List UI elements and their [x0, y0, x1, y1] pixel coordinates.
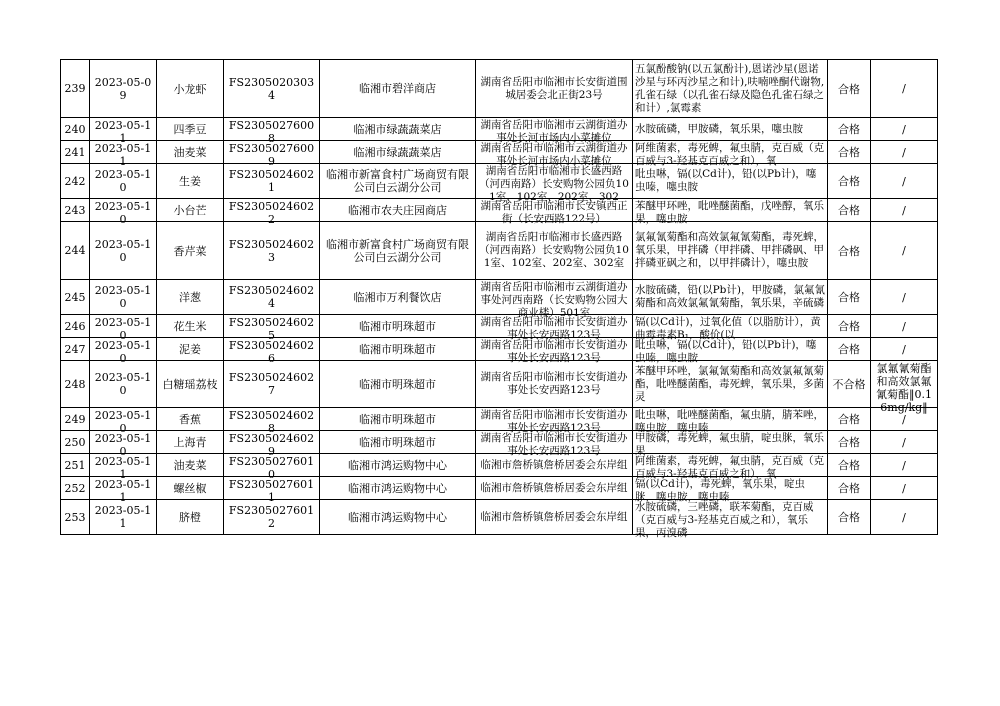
sampling-date: 2023-05-11 [94, 477, 152, 504]
food-name: 生姜 [179, 175, 201, 188]
food-name-cell [157, 454, 224, 477]
sample-code: FS23050276012 [228, 504, 315, 530]
unqualified-items: / [902, 244, 906, 257]
unqualified-items: / [902, 412, 906, 426]
sample-code-cell [224, 164, 320, 199]
unqualified-items: / [902, 145, 906, 159]
seller-name: 临湘市新富食村广场商贸有限公司白云湖分公司 [326, 237, 469, 264]
seller-name: 临湘市绿蔬蔬菜店 [353, 122, 442, 136]
sample-code: FS23050276011 [228, 477, 315, 504]
sampling-date-cell [90, 222, 157, 280]
seller-name: 临湘市鸿运购物中心 [348, 458, 447, 472]
test-result: 不合格 [832, 378, 866, 391]
seller-name-cell [320, 454, 476, 477]
seller-address: 湖南省岳阳市临湘市云湖街道办事处长河市场内小菜摊位 [480, 141, 628, 167]
seller-name-cell [320, 361, 476, 408]
test-items-cell [633, 164, 828, 199]
sampling-date: 2023-05-10 [94, 371, 152, 397]
unqualified-items-cell [871, 500, 938, 535]
seller-address-cell [476, 408, 633, 434]
sampling-date-cell [90, 164, 157, 199]
table-row [61, 338, 938, 361]
food-name: 小台芒 [173, 204, 207, 217]
test-result-cell [828, 361, 871, 408]
test-result: 合格 [838, 146, 860, 159]
food-name: 螺丝椒 [173, 482, 207, 495]
test-result: 合格 [838, 204, 860, 217]
sampling-date: 2023-05-11 [94, 118, 152, 145]
seller-name-cell [320, 338, 476, 361]
seller-name: 临湘市明珠超市 [359, 319, 436, 333]
test-items-cell [633, 315, 828, 341]
sampling-date: 2023-05-11 [94, 141, 152, 168]
unqualified-items: / [902, 122, 906, 136]
seller-name: 临湘市明珠超市 [359, 435, 436, 449]
sampling-date-cell [90, 60, 157, 118]
seller-name: 临湘市明珠超市 [359, 342, 436, 356]
food-name: 花生米 [173, 320, 207, 333]
row-number-cell [61, 408, 90, 431]
test-result-cell [828, 222, 871, 280]
test-items: 水胺硫磷，甲胺磷，氧乐果，噻虫胺 [635, 122, 803, 135]
row-number-cell [61, 141, 90, 164]
sampling-date: 2023-05-10 [94, 168, 152, 194]
row-number: 250 [64, 435, 86, 449]
row-number: 246 [64, 319, 86, 333]
unqualified-items-cell [871, 164, 938, 199]
seller-address-cell [476, 338, 633, 364]
table-row [61, 431, 938, 454]
food-name: 四季豆 [173, 123, 207, 136]
unqualified-items-cell [871, 361, 938, 414]
sample-code: FS23050246027 [228, 371, 315, 397]
test-items: 吡虫啉，吡唑醚菌酯，氟虫腈，腈苯唑，噻虫胺，噻虫嗪 [635, 408, 824, 434]
test-result-cell [828, 338, 871, 361]
test-result: 合格 [838, 175, 860, 188]
test-items-cell [633, 222, 828, 280]
row-number-cell [61, 338, 90, 361]
food-name-cell [157, 361, 224, 408]
row-number: 249 [64, 412, 86, 426]
seller-address-cell [476, 361, 633, 408]
test-result: 合格 [838, 511, 860, 524]
test-result-cell [828, 141, 871, 164]
unqualified-items-cell [871, 118, 938, 141]
test-items: 五氯酚酸钠(以五氯酚计),恩诺沙星(恩诺沙星与环丙沙星之和计),呋喃唑酮代谢物,孔雀石绿（以孔雀石绿及隐色孔雀石绿之和计）,氯霉素 [635, 62, 825, 114]
test-items-cell [633, 454, 828, 480]
table-row [61, 315, 938, 338]
test-items: 阿维菌素，毒死蜱，氟虫腈，克百威（克百威与3-羟基克百威之和），氧 [635, 141, 824, 167]
seller-name: 临湘市鸿运购物中心 [348, 510, 447, 524]
food-name-cell [157, 141, 224, 164]
row-number: 244 [64, 244, 86, 257]
table-row [61, 60, 938, 118]
food-name-cell [157, 60, 224, 118]
food-name-cell [157, 338, 224, 361]
sampling-date-cell [90, 500, 157, 535]
seller-address-cell [476, 141, 633, 167]
sample-code: FS23050246022 [228, 199, 315, 226]
sample-code: FS23050246026 [228, 338, 315, 365]
unqualified-items-cell [871, 280, 938, 315]
sampling-date: 2023-05-09 [94, 75, 152, 102]
row-number: 253 [64, 510, 86, 524]
test-items: 镉(以Cd计)，过氧化值（以脂肪计），黄曲霉毒素B₁，酸价(以 [635, 315, 821, 341]
unqualified-items-cell [871, 199, 938, 222]
seller-name-cell [320, 141, 476, 164]
row-number-cell [61, 315, 90, 338]
seller-address-cell [476, 164, 633, 203]
seller-name: 临湘市碧洋商店 [359, 82, 436, 95]
unqualified-items-cell [871, 338, 938, 361]
test-result-cell [828, 315, 871, 338]
food-name-cell [157, 431, 224, 454]
seller-address: 湖南省岳阳市临湘市长安街道办事处长安西路123号 [480, 408, 628, 434]
seller-address-cell [476, 280, 633, 319]
sample-code-cell [224, 338, 320, 365]
unqualified-items: / [902, 435, 906, 449]
seller-address-cell [476, 118, 633, 144]
sample-code: FS23050203034 [228, 75, 315, 102]
food-name: 脐橙 [179, 511, 201, 524]
seller-address: 湖南省岳阳市临湘市云湖街道办事处河西南路（长安购物公园大商业楼）501室 [480, 280, 628, 319]
sampling-date-cell [90, 118, 157, 145]
seller-address: 湖南省岳阳市临湘市长安街道办事处长安西路123号 [480, 338, 628, 364]
sample-code-cell [224, 408, 320, 435]
row-number: 247 [64, 342, 86, 356]
seller-name: 临湘市农夫庄园商店 [348, 203, 447, 217]
sample-code: FS23050246029 [228, 431, 315, 458]
sampling-date-cell [90, 315, 157, 342]
test-result: 合格 [838, 123, 860, 136]
unqualified-items: / [902, 458, 906, 472]
row-number-cell [61, 361, 90, 408]
unqualified-items-cell [871, 477, 938, 500]
food-name: 油麦菜 [173, 459, 207, 472]
food-name: 香蕉 [179, 413, 201, 426]
test-result-cell [828, 477, 871, 500]
unqualified-items: / [902, 174, 906, 188]
row-number: 245 [64, 290, 86, 304]
sample-code: FS23050276009 [228, 141, 315, 168]
sample-code: FS23050276010 [228, 454, 315, 481]
sampling-date: 2023-05-10 [94, 199, 152, 226]
unqualified-items-cell [871, 315, 938, 338]
seller-address-cell [476, 60, 633, 118]
sample-code: FS23050246028 [228, 408, 315, 435]
sampling-date: 2023-05-10 [94, 431, 152, 458]
inspection-results-table [60, 59, 938, 539]
row-number-cell [61, 431, 90, 454]
seller-address-cell [476, 431, 633, 457]
seller-name: 临湘市新富食村广场商贸有限公司白云湖分公司 [326, 168, 469, 194]
test-items: 吡虫啉，镉(以Cd计)，铅(以Pb计)，噻虫嗪，噻虫胺 [635, 168, 817, 193]
sample-code-cell [224, 280, 320, 315]
table-row [61, 454, 938, 477]
seller-name-cell [320, 280, 476, 315]
seller-address-cell [476, 315, 633, 341]
test-result: 合格 [838, 459, 860, 472]
sampling-date: 2023-05-10 [94, 237, 152, 264]
food-name: 上海青 [173, 436, 207, 449]
table-row [61, 477, 938, 500]
food-name-cell [157, 408, 224, 431]
table-row [61, 199, 938, 222]
row-number-cell [61, 454, 90, 477]
sample-code-cell [224, 118, 320, 145]
seller-address: 湖南省岳阳市临湘市长安街道围城居委会北正街23号 [480, 75, 628, 101]
test-result-cell [828, 454, 871, 477]
seller-address-cell [476, 222, 633, 280]
unqualified-items: / [902, 342, 906, 356]
seller-address: 临湘市詹桥镇詹桥居委会东岸组 [480, 458, 628, 471]
seller-name-cell [320, 60, 476, 118]
unqualified-items-cell [871, 141, 938, 164]
table-row [61, 408, 938, 431]
row-number-cell [61, 222, 90, 280]
sampling-date-cell [90, 431, 157, 458]
table-row [61, 361, 938, 408]
row-number-cell [61, 500, 90, 535]
row-number: 248 [64, 377, 86, 391]
sampling-date-cell [90, 454, 157, 481]
seller-name-cell [320, 315, 476, 338]
table-row [61, 500, 938, 535]
food-name: 小龙虾 [173, 82, 207, 96]
seller-address: 湖南省岳阳市临湘市长安街道办事处长安西路123号 [480, 315, 628, 341]
unqualified-items-cell [871, 222, 938, 280]
seller-name: 临湘市鸿运购物中心 [348, 481, 447, 495]
sampling-date: 2023-05-11 [94, 454, 152, 481]
sample-code: FS23050246021 [228, 168, 315, 194]
sampling-date: 2023-05-10 [94, 338, 152, 365]
unqualified-items: / [902, 481, 906, 495]
sample-code: FS23050246024 [228, 284, 315, 310]
sampling-date-cell [90, 199, 157, 226]
sampling-date-cell [90, 361, 157, 408]
sample-code-cell [224, 60, 320, 118]
test-result: 合格 [838, 244, 860, 258]
seller-address: 湖南省岳阳市临湘市长安镇西正街（长安西路122号） [480, 199, 628, 225]
seller-address: 湖南省岳阳市临湘市长安街道办事处长安西路123号 [480, 371, 628, 396]
test-result-cell [828, 408, 871, 431]
table-body [61, 60, 938, 539]
test-items: 水胺硫磷，铅(以Pb计)，甲胺磷，氯氟氰菊酯和高效氯氟氰菊酯，氧乐果，辛硫磷 [635, 284, 825, 309]
seller-name: 临湘市明珠超市 [359, 412, 436, 426]
table-row [61, 164, 938, 199]
test-result-cell [828, 280, 871, 315]
test-result-cell [828, 164, 871, 199]
test-result: 合格 [838, 436, 860, 449]
test-result: 合格 [838, 82, 860, 96]
test-items: 水胺硫磷，三唑磷，联苯菊酯，克百威（克百威与3-羟基克百威之和），氧乐果，丙溴磷 [635, 500, 814, 539]
sample-code-cell [224, 431, 320, 458]
test-result-cell [828, 60, 871, 118]
test-result-cell [828, 431, 871, 454]
seller-address-cell [476, 500, 633, 535]
test-items-cell [633, 118, 828, 141]
unqualified-items: / [902, 290, 906, 304]
row-number: 242 [64, 174, 86, 188]
food-name-cell [157, 164, 224, 199]
seller-address: 湖南省岳阳市临湘市长盛西路（河西南路）长安购物公园负101室、102室、202室、302 [479, 164, 629, 203]
sample-code: FS23050276008 [228, 118, 315, 145]
table-row [61, 222, 938, 280]
row-number-cell [61, 60, 90, 118]
seller-name-cell [320, 431, 476, 454]
food-name: 香芹菜 [173, 244, 207, 258]
test-items: 阿维菌素，毒死蜱，氟虫腈，克百威（克百威与3-羟基克百威之和），氧 [635, 454, 824, 480]
seller-name-cell [320, 477, 476, 500]
row-number: 240 [64, 122, 86, 136]
sampling-date: 2023-05-11 [94, 504, 152, 530]
food-name-cell [157, 222, 224, 280]
sample-code-cell [224, 315, 320, 342]
table-row [61, 280, 938, 315]
test-items-cell [633, 60, 828, 118]
row-number: 252 [64, 481, 86, 495]
food-name-cell [157, 280, 224, 315]
unqualified-items: 氯氟氰菊酯和高效氯氟氰菊酯‖0.16mg/kg‖ [876, 361, 932, 414]
sample-code-cell [224, 222, 320, 280]
seller-name: 临湘市明珠超市 [359, 377, 436, 391]
sample-code-cell [224, 500, 320, 535]
unqualified-items: / [902, 82, 906, 95]
food-name-cell [157, 315, 224, 338]
test-items: 苯醚甲环唑，吡唑醚菌酯，戊唑醇，氧乐果，噻虫胺 [635, 199, 824, 225]
sampling-date: 2023-05-10 [94, 408, 152, 435]
food-name-cell [157, 118, 224, 141]
test-result: 合格 [838, 482, 860, 495]
unqualified-items: / [902, 319, 906, 333]
row-number-cell [61, 164, 90, 199]
seller-name-cell [320, 408, 476, 431]
seller-name-cell [320, 118, 476, 141]
sampling-date: 2023-05-10 [94, 315, 152, 342]
sample-code-cell [224, 141, 320, 168]
table-row [61, 141, 938, 164]
seller-address-cell [476, 199, 633, 225]
food-name-cell [157, 477, 224, 500]
row-number: 251 [64, 458, 86, 472]
sample-code-cell [224, 454, 320, 481]
row-number-cell [61, 199, 90, 222]
seller-name: 临湘市绿蔬蔬菜店 [353, 145, 442, 159]
food-name: 油麦菜 [173, 146, 207, 159]
test-items-cell [633, 500, 828, 539]
test-items-cell [633, 431, 828, 457]
seller-address: 临湘市詹桥镇詹桥居委会东岸组 [480, 481, 628, 494]
row-number: 241 [64, 145, 86, 159]
test-items: 苯醚甲环唑，氯氟氰菊酯和高效氯氟氰菊酯，吡唑醚菌酯，毒死蜱，氧乐果，多菌灵 [635, 364, 824, 403]
seller-address: 湖南省岳阳市临湘市长盛西路（河西南路）长安购物公园负101室、102室、202室、302室 [479, 231, 629, 269]
sampling-date-cell [90, 141, 157, 168]
test-items: 甲胺磷，毒死蜱，氟虫腈，啶虫脒，氧乐果 [635, 431, 824, 457]
seller-address: 湖南省岳阳市临湘市云湖街道办事处长河市场内小菜摊位 [480, 118, 628, 144]
food-name: 洋葱 [179, 291, 201, 304]
row-number-cell [61, 477, 90, 500]
test-items: 氯氟氰菊酯和高效氯氟氰菊酯，毒死蜱，氧乐果，甲拌磷（甲拌磷、甲拌磷砜、甲拌磷亚砜之和，以甲拌磷计），噻虫胺 [635, 231, 824, 269]
unqualified-items: / [902, 203, 906, 217]
test-items-cell [633, 280, 828, 315]
sampling-date-cell [90, 408, 157, 435]
row-number: 243 [64, 203, 86, 217]
row-number: 239 [64, 82, 86, 95]
food-name: 白糖瑶荔枝 [162, 378, 218, 391]
food-name: 泥姜 [179, 343, 201, 356]
table-row [61, 118, 938, 141]
test-items-cell [633, 338, 828, 364]
seller-name-cell [320, 222, 476, 280]
food-name-cell [157, 199, 224, 222]
sampling-date-cell [90, 280, 157, 315]
sampling-date-cell [90, 338, 157, 365]
test-result: 合格 [838, 413, 860, 426]
sample-code: FS23050246023 [228, 237, 315, 264]
row-number-cell [61, 280, 90, 315]
seller-address-cell [476, 477, 633, 500]
sample-code-cell [224, 361, 320, 408]
test-items-cell [633, 477, 828, 503]
test-items-cell [633, 408, 828, 434]
unqualified-items-cell [871, 454, 938, 477]
sample-code-cell [224, 199, 320, 226]
seller-name-cell [320, 164, 476, 199]
test-result-cell [828, 500, 871, 535]
sampling-date-cell [90, 477, 157, 504]
test-result: 合格 [838, 320, 860, 333]
seller-address: 湖南省岳阳市临湘市长安街道办事处长安西路123号 [480, 431, 628, 457]
food-name-cell [157, 500, 224, 535]
unqualified-items-cell [871, 60, 938, 118]
test-items-cell [633, 199, 828, 225]
unqualified-items-cell [871, 431, 938, 454]
seller-name: 临湘市万利餐饮店 [353, 290, 442, 304]
row-number-cell [61, 118, 90, 141]
sample-code: FS23050246025 [228, 315, 315, 342]
test-result: 合格 [838, 291, 860, 304]
test-result: 合格 [838, 343, 860, 356]
test-result-cell [828, 199, 871, 222]
test-result-cell [828, 118, 871, 141]
unqualified-items: / [902, 510, 906, 524]
seller-name-cell [320, 199, 476, 222]
seller-address: 临湘市詹桥镇詹桥居委会东岸组 [480, 510, 628, 523]
test-items-cell [633, 141, 828, 167]
sample-code-cell [224, 477, 320, 504]
test-items: 吡虫啉，镉(以Cd计)，铅(以Pb计)，噻虫嗪，噻虫胺 [635, 338, 817, 364]
sampling-date: 2023-05-10 [94, 284, 152, 310]
test-items-cell [633, 361, 828, 408]
test-items: 镉(以Cd计)，毒死蜱，氧乐果，啶虫脒，噻虫胺，噻虫嗪 [635, 477, 805, 503]
seller-name-cell [320, 500, 476, 535]
